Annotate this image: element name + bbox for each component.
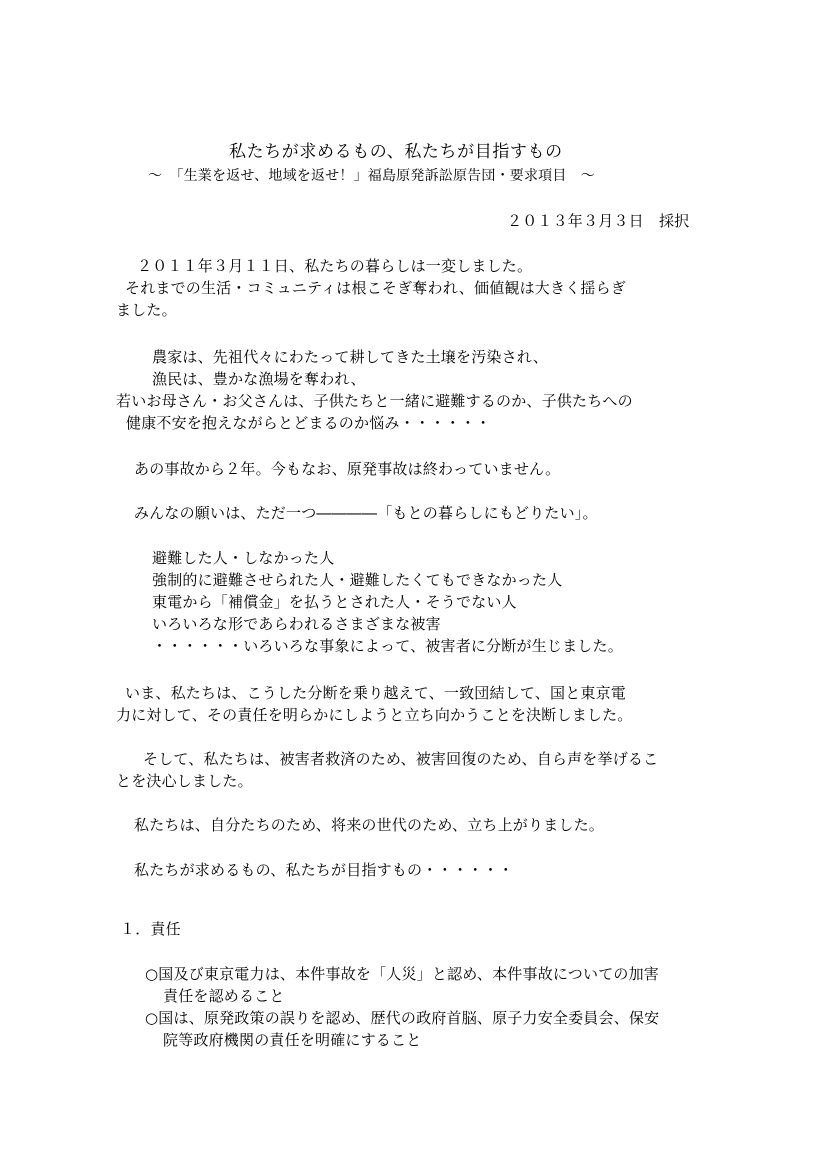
list-item-continuation: 院等政府機関の責任を明確にすること bbox=[163, 1031, 422, 1049]
paragraph-line: それまでの生活・コミュニティは根こそぎ奪われ、価値観は大きく揺らぎ bbox=[125, 279, 627, 297]
paragraph-line: みんなの願いは、ただ一つ――――「もとの暮らしにもどりたい」。 bbox=[134, 504, 598, 522]
adoption-date: ２０１３年３月３日 採択 bbox=[507, 212, 690, 230]
paragraph-line: 私たちは、自分たちのため、将来の世代のため、立ち上がりました。 bbox=[134, 816, 605, 834]
section-heading: １．責任 bbox=[120, 920, 181, 938]
paragraph-line: そして、私たちは、被害者救済のため、被害回復のため、自ら声を挙げるこ bbox=[143, 750, 659, 768]
paragraph-line: いま、私たちは、こうした分断を乗り越えて、一致団結して、国と東京電 bbox=[125, 684, 627, 702]
paragraph-line: 強制的に避難させられた人・避難したくてもできなかった人 bbox=[152, 571, 563, 589]
document-title: 私たちが求めるもの、私たちが目指すもの bbox=[229, 142, 563, 162]
paragraph-line: 私たちが求めるもの、私たちが目指すもの・・・・・・ bbox=[134, 861, 514, 879]
paragraph-line: 力に対して、その責任を明らかにしようと立ち向かうことを決断しました。 bbox=[116, 706, 633, 724]
document-subtitle: ～ 「生業を返せ、地域を返せ！」福島原発訴訟原告団・要求項目 ～ bbox=[148, 168, 595, 184]
paragraph-line: 若いお母さん・お父さんは、子供たちと一緒に避難するのか、子供たちへの bbox=[116, 392, 633, 410]
paragraph-line: 健康不安を抱えながらとどまるのか悩み・・・・・・ bbox=[126, 414, 491, 432]
paragraph-line: ２０１１年３月１１日、私たちの暮らしは一変しました。 bbox=[137, 257, 533, 275]
paragraph-line: 農家は、先祖代々にわたって耕してきた土壌を汚染され、 bbox=[152, 348, 549, 366]
paragraph-line: 漁民は、豊かな漁場を奪われ、 bbox=[152, 370, 366, 388]
list-item: ○国及び東京電力は、本件事故を「人災」と認め、本件事故についての加害 bbox=[145, 965, 659, 983]
paragraph-line: 避難した人・しなかった人 bbox=[152, 549, 335, 567]
paragraph-line: いろいろな形であらわれるさまざまな被害 bbox=[152, 615, 441, 633]
paragraph-line: あの事故から２年。今もなお、原発事故は終わっていません。 bbox=[134, 460, 561, 478]
paragraph-line: ました。 bbox=[116, 301, 177, 319]
list-item: ○国は、原発政策の誤りを認め、歴代の政府首脳、原子力安全委員会、保安 bbox=[145, 1009, 660, 1027]
paragraph-line: とを決心しました。 bbox=[116, 772, 253, 790]
paragraph-line: 東電から「補償金」を払うとされた人・そうでない人 bbox=[152, 593, 517, 611]
paragraph-line: ・・・・・・いろいろな事象によって、被害者に分断が生じました。 bbox=[152, 637, 623, 655]
list-item-continuation: 責任を認めること bbox=[163, 987, 285, 1005]
